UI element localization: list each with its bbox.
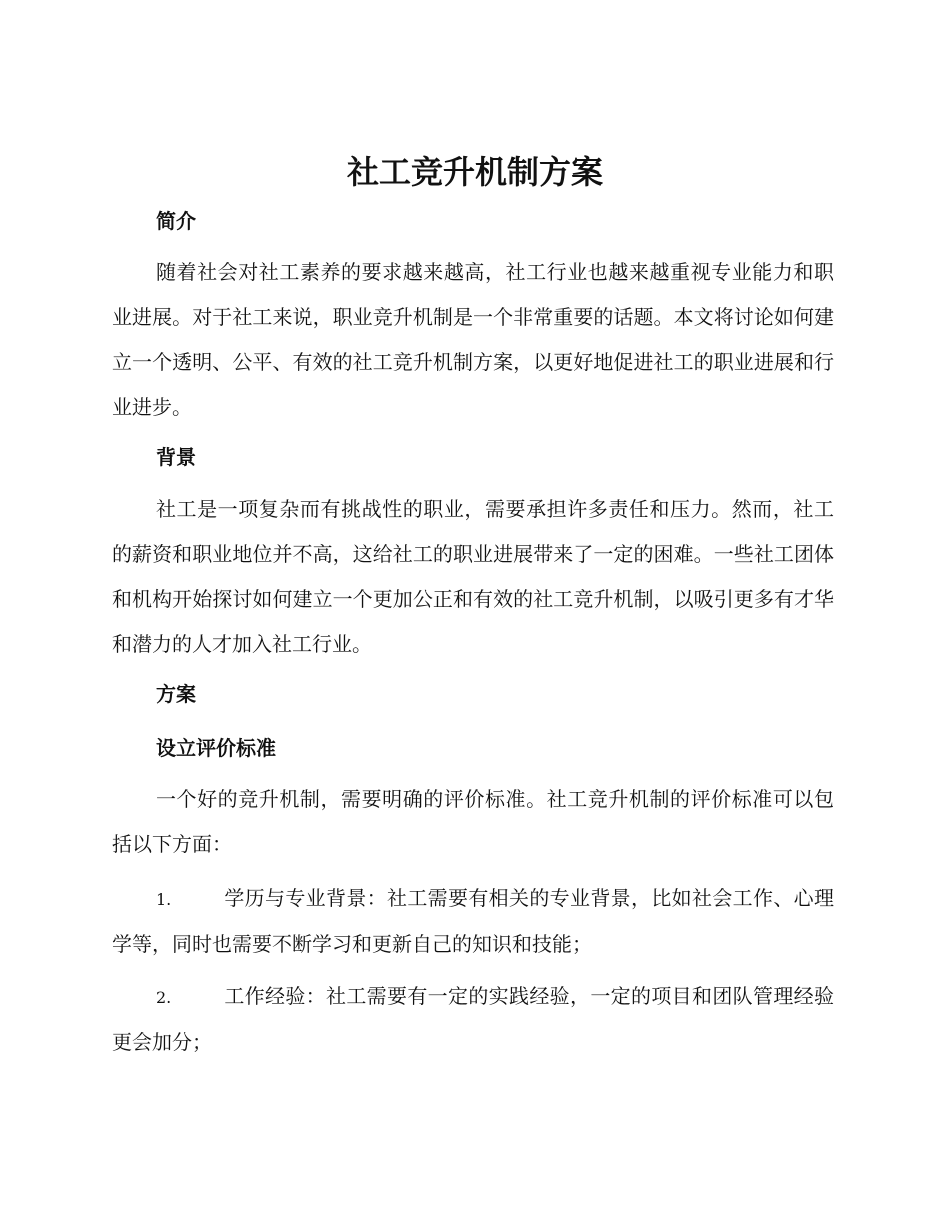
intro-paragraph: 随着社会对社工素养的要求越来越高，社工行业也越来越重视专业能力和职业进展。对于社工来说，职业竞升机制是一个非常重要的话题。本文将讨论如何建立一个透明、公平、有效的社工竞升机制方案，以更好地促进社工的职业进展和行业进步。 bbox=[112, 260, 834, 419]
section-heading-plan: 方案 bbox=[156, 682, 196, 706]
section-heading-background: 背景 bbox=[156, 445, 196, 469]
section-heading-intro: 简介 bbox=[156, 209, 196, 233]
list-item bbox=[112, 974, 834, 1065]
list-item bbox=[112, 876, 834, 967]
subsection-heading-criteria: 设立评价标准 bbox=[156, 736, 276, 760]
criteria-paragraph: 一个好的竞升机制，需要明确的评价标准。社工竞升机制的评价标准可以包括以下方面： bbox=[112, 787, 834, 856]
list-item-number: 1. bbox=[156, 890, 172, 909]
list-item-number: 2. bbox=[156, 988, 172, 1007]
document-title: 社工竞升机制方案 bbox=[346, 153, 603, 191]
list-item-text: 工作经验：社工需要有一定的实践经验，一定的项目和团队管理经验更会加分； bbox=[112, 984, 834, 1054]
list-item-text: 学历与专业背景：社工需要有相关的专业背景，比如社会工作、心理学等，同时也需要不断学习和更新自己的知识和技能； bbox=[112, 886, 834, 956]
background-paragraph: 社工是一项复杂而有挑战性的职业，需要承担许多责任和压力。然而，社工的薪资和职业地位并不高，这给社工的职业进展带来了一定的困难。一些社工团体和机构开始探讨如何建立一个更加公正和有效的社工竞升机制，以吸引更多有才华和潜力的人才加入社工行业。 bbox=[112, 497, 834, 656]
